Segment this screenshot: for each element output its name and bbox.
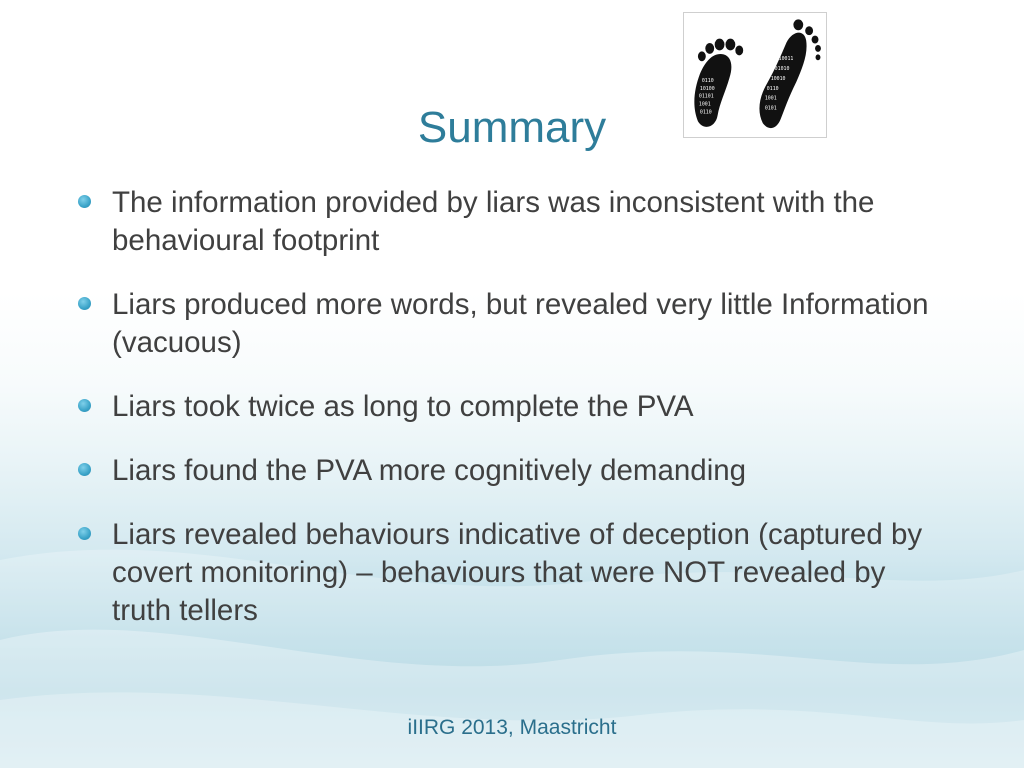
svg-text:10100: 10100 bbox=[699, 85, 715, 92]
svg-text:1001: 1001 bbox=[764, 95, 777, 102]
bullet-text: Liars found the PVA more cognitively demanding bbox=[112, 454, 747, 487]
bullet-item bbox=[76, 286, 936, 362]
bullet-item bbox=[76, 452, 936, 490]
slide-footer: iIIRG 2013, Maastricht bbox=[407, 716, 617, 739]
svg-text:0101: 0101 bbox=[764, 105, 777, 112]
svg-text:0110: 0110 bbox=[701, 77, 714, 84]
bullet-dot-icon bbox=[78, 463, 91, 476]
bullet-dot-icon bbox=[78, 297, 91, 310]
svg-text:0110: 0110 bbox=[699, 109, 712, 116]
bullet-dot-icon bbox=[78, 399, 91, 412]
svg-text:01101: 01101 bbox=[698, 93, 714, 100]
bullet-list bbox=[76, 184, 936, 656]
bullet-text: The information provided by liars was inconsistent with the behavioural footprint bbox=[112, 186, 875, 257]
bullet-text: Liars produced more words, but revealed very little Information (vacuous) bbox=[112, 288, 929, 359]
bullet-dot-icon bbox=[78, 195, 91, 208]
bullet-item bbox=[76, 516, 936, 630]
svg-text:1001: 1001 bbox=[698, 101, 711, 108]
bullet-text: Liars took twice as long to complete the PVA bbox=[112, 390, 694, 423]
svg-text:10010: 10010 bbox=[770, 75, 786, 82]
bullet-dot-icon bbox=[78, 527, 91, 540]
bullet-text: Liars revealed behaviours indicative of deception (captured by covert monitoring) – behaviours that were NOT revealed by truth tellers bbox=[112, 518, 923, 627]
svg-text:0110: 0110 bbox=[766, 85, 779, 92]
svg-text:01010: 01010 bbox=[774, 66, 790, 73]
bullet-item bbox=[76, 388, 936, 426]
svg-text:10011: 10011 bbox=[778, 56, 794, 63]
bullet-item bbox=[76, 184, 936, 260]
slide-title: Summary bbox=[417, 103, 607, 152]
